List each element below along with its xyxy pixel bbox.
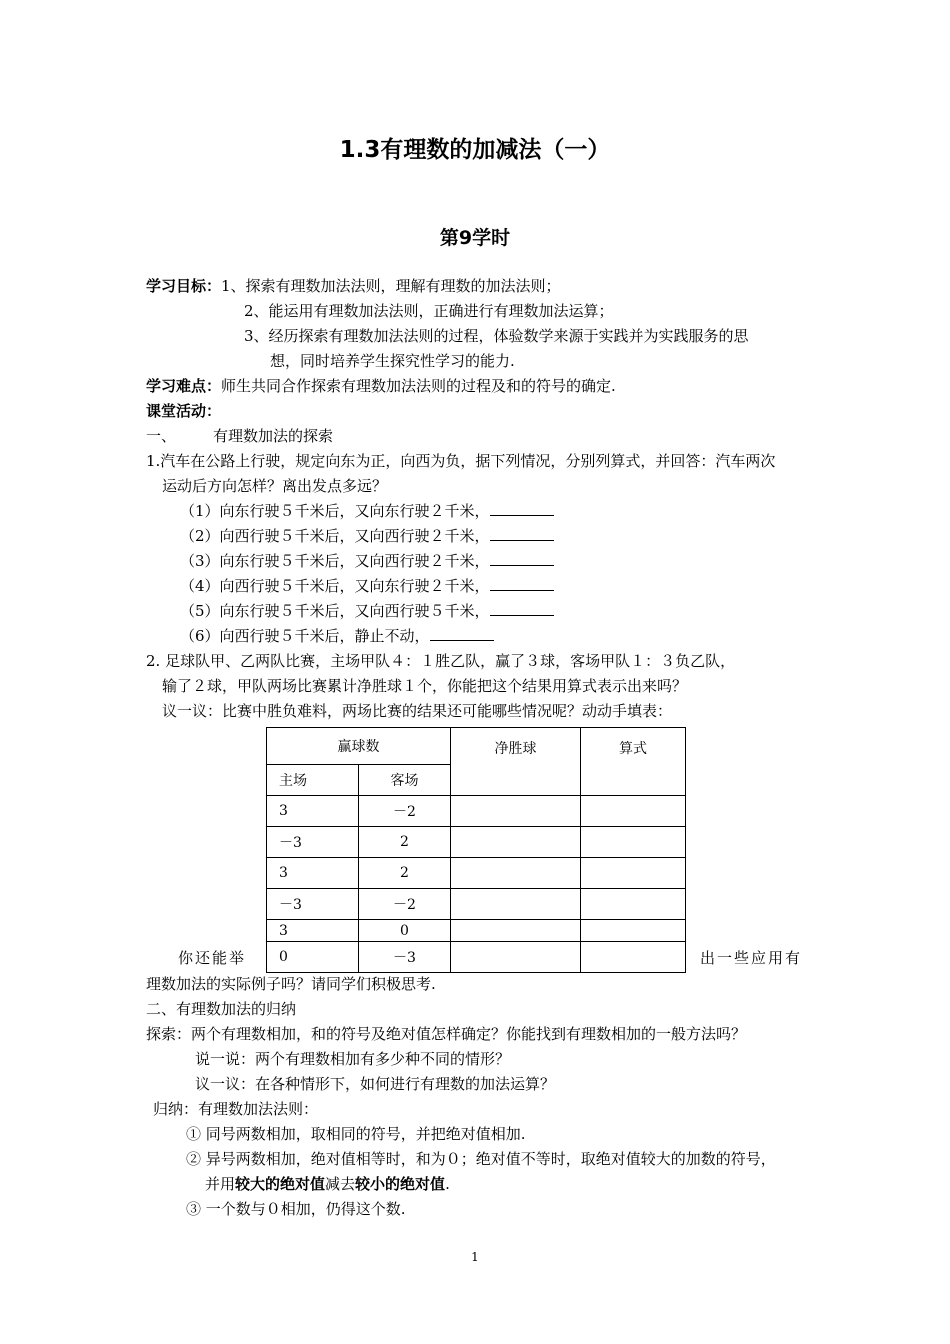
net-cell[interactable] bbox=[451, 889, 581, 920]
table-row bbox=[267, 889, 686, 920]
question-1-line-a: 1.汽车在公路上行驶，规定向东为正，向西为负，据下列情况，分别列算式，并回答：汽车两次 bbox=[146, 452, 776, 470]
objective-3a: 3、经历探索有理数加法法则的过程，体验数学来源于实践并为实践服务的思 bbox=[244, 327, 749, 345]
away-score: 2 bbox=[359, 827, 451, 858]
answer-blank[interactable] bbox=[490, 526, 554, 541]
bold-term: 较大的绝对值 bbox=[235, 1175, 326, 1193]
formula-cell[interactable] bbox=[581, 827, 686, 858]
table-row bbox=[267, 942, 686, 973]
away-score: －3 bbox=[359, 942, 451, 973]
answer-blank[interactable] bbox=[490, 551, 554, 566]
rule-2a: ② 异号两数相加，绝对值相等时，和为０；绝对值不等时，取绝对值较大的加数的符号， bbox=[186, 1150, 776, 1168]
bold-term: 较小的绝对值 bbox=[355, 1175, 446, 1193]
formula-cell[interactable] bbox=[581, 858, 686, 889]
after-table-cont: 理数加法的实际例子吗？请同学们积极思考. bbox=[146, 975, 436, 993]
case-2: （2）向西行驶５千米后，又向西行驶２千米， bbox=[180, 526, 554, 546]
home-score: 0 bbox=[267, 942, 359, 973]
table-row bbox=[267, 920, 686, 942]
table-row bbox=[267, 827, 686, 858]
rule-1: ① 同号两数相加，取相同的符号，并把绝对值相加. bbox=[186, 1125, 526, 1143]
rule-3: ③ 一个数与０相加，仍得这个数. bbox=[186, 1200, 406, 1218]
page-title: 1.3有理数的加减法（一） bbox=[339, 137, 611, 163]
summary-line: 归纳：有理数加法法则： bbox=[153, 1100, 319, 1118]
header-formula: 算式 bbox=[581, 728, 686, 796]
question-2-line-b: 输了２球，甲队两场比赛累计净胜球１个，你能把这个结果用算式表示出来吗？ bbox=[162, 677, 688, 695]
rule-2b: 并用较大的绝对值减去较小的绝对值. bbox=[205, 1175, 450, 1193]
away-score: 0 bbox=[359, 920, 451, 942]
objectives-line-1 bbox=[146, 276, 561, 296]
net-cell[interactable] bbox=[451, 942, 581, 973]
section1-heading: 有理数加法的探索 bbox=[213, 427, 334, 445]
question-1-line-b: 运动后方向怎样？离出发点多远？ bbox=[162, 477, 388, 495]
case-3: （3）向东行驶５千米后，又向西行驶２千米， bbox=[180, 551, 554, 571]
subheader-home: 主场 bbox=[267, 765, 359, 796]
section2-heading: 二、有理数加法的归纳 bbox=[146, 1000, 297, 1018]
activity-label: 课堂活动： bbox=[146, 402, 222, 420]
home-score: －3 bbox=[267, 889, 359, 920]
objective-3b: 想，同时培养学生探究性学习的能力. bbox=[270, 352, 515, 370]
question-2-line-a: 2. 足球队甲、乙两队比赛，主场甲队４：１胜乙队，赢了３球，客场甲队１：３负乙队， bbox=[146, 652, 736, 670]
net-cell[interactable] bbox=[451, 796, 581, 827]
explore-line: 探索：两个有理数相加，和的符号及绝对值怎样确定？你能找到有理数相加的一般方法吗？ bbox=[146, 1025, 747, 1043]
net-cell[interactable] bbox=[451, 827, 581, 858]
after-table-right: 出一些应用有 bbox=[700, 949, 803, 967]
case-1: （1）向东行驶５千米后，又向东行驶２千米， bbox=[180, 501, 554, 521]
answer-blank[interactable] bbox=[490, 601, 554, 616]
answer-blank[interactable] bbox=[430, 626, 494, 641]
score-table bbox=[266, 727, 686, 973]
question-2-line-c: 议一议：比赛中胜负难料，两场比赛的结果还可能哪些情况呢？动动手填表： bbox=[162, 702, 673, 720]
page-subtitle: 第9学时 bbox=[439, 227, 511, 249]
home-score: 3 bbox=[267, 920, 359, 942]
objectives-label: 学习目标： bbox=[146, 277, 222, 295]
away-score: －2 bbox=[359, 796, 451, 827]
header-net: 净胜球 bbox=[451, 728, 581, 796]
after-table-left: 你还能举 bbox=[178, 949, 247, 967]
away-score: －2 bbox=[359, 889, 451, 920]
objective-2: 2、能运用有理数加法法则，正确进行有理数加法运算； bbox=[244, 302, 614, 320]
difficulty-text: 师生共同合作探索有理数加法法则的过程及和的符号的确定. bbox=[221, 377, 616, 395]
case-6: （6）向西行驶５千米后，静止不动， bbox=[180, 626, 494, 646]
home-score: －3 bbox=[267, 827, 359, 858]
objective-1: 1、探索有理数加法法则，理解有理数的加法法则； bbox=[221, 277, 561, 295]
discuss-line: 议一议：在各种情形下，如何进行有理数的加法运算？ bbox=[195, 1075, 556, 1093]
case-5: （5）向东行驶５千米后，又向西行驶５千米， bbox=[180, 601, 554, 621]
formula-cell[interactable] bbox=[581, 942, 686, 973]
table-row bbox=[267, 796, 686, 827]
difficulty-label: 学习难点： bbox=[146, 377, 222, 395]
home-score: 3 bbox=[267, 796, 359, 827]
answer-blank[interactable] bbox=[490, 576, 554, 591]
net-cell[interactable] bbox=[451, 858, 581, 889]
formula-cell[interactable] bbox=[581, 796, 686, 827]
answer-blank[interactable] bbox=[490, 501, 554, 516]
say-line: 说一说：两个有理数相加有多少种不同的情形？ bbox=[195, 1050, 511, 1068]
section1-num: 一、 bbox=[146, 427, 177, 445]
table-row bbox=[267, 858, 686, 889]
case-4: （4）向西行驶５千米后，又向东行驶２千米， bbox=[180, 576, 554, 596]
page-number: 1 bbox=[471, 1250, 479, 1264]
formula-cell[interactable] bbox=[581, 889, 686, 920]
header-wins: 赢球数 bbox=[267, 728, 451, 765]
away-score: 2 bbox=[359, 858, 451, 889]
formula-cell[interactable] bbox=[581, 920, 686, 942]
net-cell[interactable] bbox=[451, 920, 581, 942]
home-score: 3 bbox=[267, 858, 359, 889]
difficulty-line bbox=[146, 376, 616, 396]
subheader-away: 客场 bbox=[359, 765, 451, 796]
